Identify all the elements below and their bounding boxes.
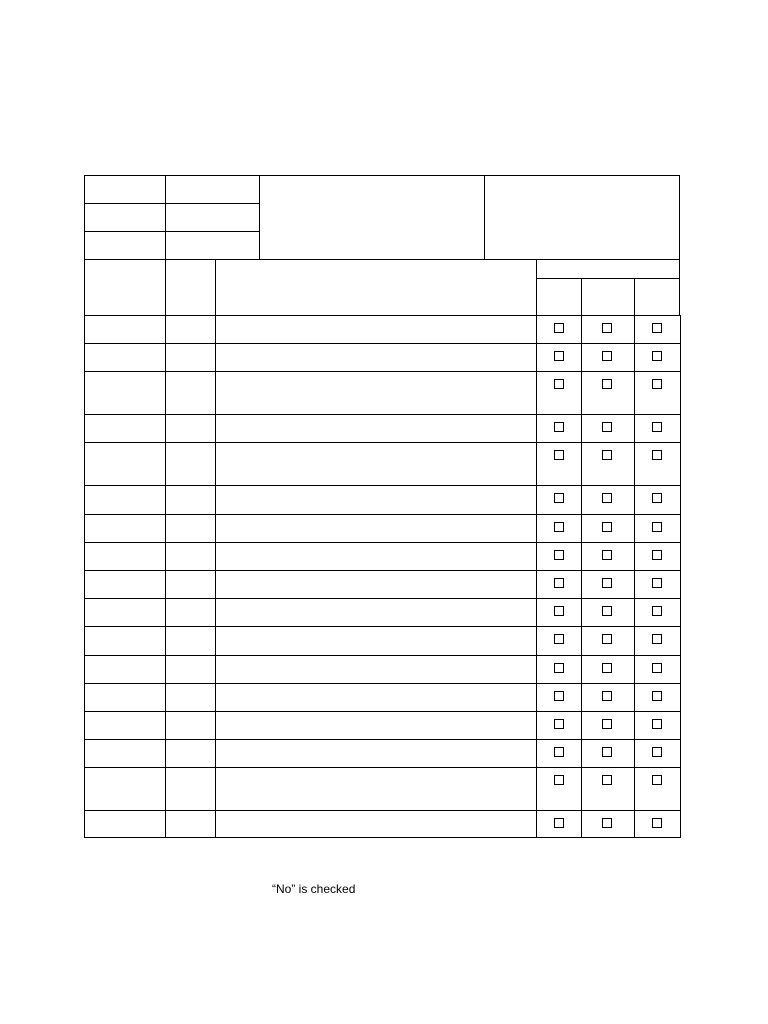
checkbox-option-2[interactable] bbox=[602, 450, 612, 460]
checkbox-option-2[interactable] bbox=[602, 719, 612, 729]
row-cell-description bbox=[215, 542, 538, 571]
row-cell-description bbox=[215, 485, 538, 515]
checkbox-option-2[interactable] bbox=[602, 351, 612, 361]
checkbox-option-1[interactable] bbox=[554, 422, 564, 432]
checkbox-option-1[interactable] bbox=[554, 606, 564, 616]
row-cell-1 bbox=[84, 414, 167, 443]
row-cell-2 bbox=[165, 485, 217, 515]
checkbox-option-1[interactable] bbox=[554, 691, 564, 701]
row-cell-1 bbox=[84, 655, 167, 684]
checkbox-option-1[interactable] bbox=[554, 747, 564, 757]
checkbox-option-3[interactable] bbox=[652, 663, 662, 673]
row-cell-1 bbox=[84, 598, 167, 627]
row-cell-2 bbox=[165, 626, 217, 656]
row-cell-description bbox=[215, 371, 538, 415]
checkbox-option-3[interactable] bbox=[652, 747, 662, 757]
row-option-cell-3 bbox=[634, 442, 681, 486]
header-label-cell-3 bbox=[84, 231, 166, 260]
row-cell-2 bbox=[165, 315, 217, 344]
checkbox-option-3[interactable] bbox=[652, 691, 662, 701]
row-option-cell-1 bbox=[536, 767, 583, 811]
row-cell-1 bbox=[84, 711, 167, 740]
checkbox-option-2[interactable] bbox=[602, 818, 612, 828]
checkbox-option-2[interactable] bbox=[602, 691, 612, 701]
row-cell-2 bbox=[165, 442, 217, 486]
checkbox-option-2[interactable] bbox=[602, 578, 612, 588]
checkbox-option-1[interactable] bbox=[554, 522, 564, 532]
row-cell-description bbox=[215, 626, 538, 656]
checkbox-option-3[interactable] bbox=[652, 578, 662, 588]
row-cell-1 bbox=[84, 626, 167, 656]
checkbox-option-1[interactable] bbox=[554, 663, 564, 673]
checkbox-option-3[interactable] bbox=[652, 775, 662, 785]
row-cell-2 bbox=[165, 414, 217, 443]
row-cell-description bbox=[215, 442, 538, 486]
row-cell-description bbox=[215, 767, 538, 811]
column-header-1 bbox=[84, 259, 166, 316]
column-header-option-2 bbox=[581, 278, 635, 316]
checkbox-option-1[interactable] bbox=[554, 775, 564, 785]
checkbox-option-2[interactable] bbox=[602, 379, 612, 389]
row-cell-1 bbox=[84, 767, 167, 811]
checkbox-option-3[interactable] bbox=[652, 450, 662, 460]
checkbox-option-3[interactable] bbox=[652, 522, 662, 532]
header-right-box bbox=[484, 175, 680, 260]
checkbox-option-3[interactable] bbox=[652, 719, 662, 729]
checkbox-option-2[interactable] bbox=[602, 493, 612, 503]
row-cell-2 bbox=[165, 514, 217, 543]
row-cell-description bbox=[215, 343, 538, 372]
row-cell-description bbox=[215, 570, 538, 599]
header-value-cell-3[interactable] bbox=[165, 231, 260, 260]
row-cell-description bbox=[215, 810, 538, 838]
checkbox-option-2[interactable] bbox=[602, 422, 612, 432]
column-header-description bbox=[215, 259, 537, 316]
checkbox-option-3[interactable] bbox=[652, 422, 662, 432]
row-cell-1 bbox=[84, 570, 167, 599]
row-cell-1 bbox=[84, 442, 167, 486]
checkbox-option-1[interactable] bbox=[554, 550, 564, 560]
checkbox-option-3[interactable] bbox=[652, 379, 662, 389]
row-cell-1 bbox=[84, 739, 167, 768]
row-cell-description bbox=[215, 739, 538, 768]
row-option-cell-1 bbox=[536, 371, 583, 415]
checkbox-option-1[interactable] bbox=[554, 351, 564, 361]
column-header-group bbox=[536, 259, 680, 279]
checkbox-option-3[interactable] bbox=[652, 351, 662, 361]
checkbox-option-3[interactable] bbox=[652, 606, 662, 616]
row-option-cell-3 bbox=[634, 371, 681, 415]
checkbox-option-1[interactable] bbox=[554, 323, 564, 333]
row-cell-2 bbox=[165, 542, 217, 571]
checkbox-option-1[interactable] bbox=[554, 450, 564, 460]
row-cell-description bbox=[215, 683, 538, 712]
checkbox-option-2[interactable] bbox=[602, 747, 612, 757]
checkbox-option-1[interactable] bbox=[554, 578, 564, 588]
row-cell-2 bbox=[165, 598, 217, 627]
header-label-cell-2 bbox=[84, 203, 166, 232]
row-option-cell-2 bbox=[581, 442, 636, 486]
row-cell-2 bbox=[165, 810, 217, 838]
header-center-box bbox=[259, 175, 485, 260]
row-cell-1 bbox=[84, 810, 167, 838]
checkbox-option-1[interactable] bbox=[554, 634, 564, 644]
header-value-cell-1[interactable] bbox=[165, 175, 260, 204]
row-cell-description bbox=[215, 414, 538, 443]
row-cell-2 bbox=[165, 739, 217, 768]
checkbox-option-3[interactable] bbox=[652, 323, 662, 333]
header-value-cell-2[interactable] bbox=[165, 203, 260, 232]
checkbox-option-2[interactable] bbox=[602, 522, 612, 532]
row-cell-2 bbox=[165, 655, 217, 684]
checkbox-option-1[interactable] bbox=[554, 493, 564, 503]
row-option-cell-1 bbox=[536, 442, 583, 486]
row-cell-2 bbox=[165, 343, 217, 372]
row-cell-description bbox=[215, 711, 538, 740]
row-cell-1 bbox=[84, 542, 167, 571]
checkbox-option-3[interactable] bbox=[652, 818, 662, 828]
checkbox-option-2[interactable] bbox=[602, 550, 612, 560]
checkbox-option-3[interactable] bbox=[652, 634, 662, 644]
row-option-cell-2 bbox=[581, 767, 636, 811]
row-cell-1 bbox=[84, 485, 167, 515]
row-cell-2 bbox=[165, 683, 217, 712]
row-cell-description bbox=[215, 514, 538, 543]
row-cell-description bbox=[215, 655, 538, 684]
checkbox-option-3[interactable] bbox=[652, 493, 662, 503]
checkbox-option-2[interactable] bbox=[602, 634, 612, 644]
row-cell-1 bbox=[84, 683, 167, 712]
column-header-option-1 bbox=[536, 278, 582, 316]
row-cell-1 bbox=[84, 371, 167, 415]
row-option-cell-3 bbox=[634, 767, 681, 811]
footnote: “No” is checked bbox=[272, 882, 356, 896]
row-option-cell-2 bbox=[581, 371, 636, 415]
checkbox-option-2[interactable] bbox=[602, 775, 612, 785]
checkbox-option-2[interactable] bbox=[602, 323, 612, 333]
column-header-option-3 bbox=[634, 278, 680, 316]
row-cell-2 bbox=[165, 570, 217, 599]
row-cell-description bbox=[215, 315, 538, 344]
row-cell-2 bbox=[165, 767, 217, 811]
checkbox-option-2[interactable] bbox=[602, 606, 612, 616]
row-cell-2 bbox=[165, 711, 217, 740]
row-cell-2 bbox=[165, 371, 217, 415]
checkbox-option-2[interactable] bbox=[602, 663, 612, 673]
row-cell-1 bbox=[84, 514, 167, 543]
row-cell-1 bbox=[84, 343, 167, 372]
column-header-2 bbox=[165, 259, 216, 316]
checkbox-option-3[interactable] bbox=[652, 550, 662, 560]
checkbox-option-1[interactable] bbox=[554, 719, 564, 729]
row-cell-1 bbox=[84, 315, 167, 344]
row-cell-description bbox=[215, 598, 538, 627]
checkbox-option-1[interactable] bbox=[554, 818, 564, 828]
checkbox-option-1[interactable] bbox=[554, 379, 564, 389]
header-label-cell-1 bbox=[84, 175, 166, 204]
